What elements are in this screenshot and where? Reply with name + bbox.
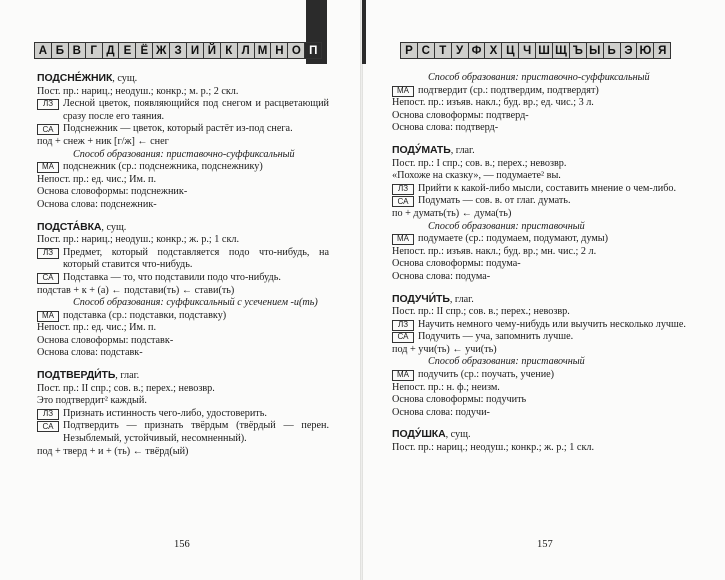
entry-text: по + думать(ть) ← дума(ть) (392, 207, 512, 219)
formation-method: Способ образования: суффиксальный с усечением -и(ть) (73, 297, 318, 309)
section-tag: СА (392, 196, 414, 207)
entry-text: Непост. пр.: н. ф.; неизм. (392, 381, 500, 393)
headword: ПОДСТА́ВКА (37, 220, 102, 233)
section-tag: ЛЗ (37, 409, 59, 420)
entry-text: Основа словоформы: подучить (392, 394, 527, 406)
entry-heading (37, 72, 329, 86)
entry-text: Основа слова: подтверд- (392, 122, 499, 134)
entry-text: подстав + к + (а) ← подстави(ть) ← стави(ть) (37, 284, 235, 296)
entry-text: Пост. пр.: II спр.; сов. в.; перех.; невозвр. (392, 306, 570, 318)
entry-text: под + учи(ть) ← учи(ть) (392, 343, 497, 355)
entry-text: подснежник (ср.: подснежника, подснежнику) (63, 161, 263, 173)
alphabet-letter[interactable]: Ц (501, 42, 519, 59)
entry-heading (37, 221, 329, 235)
alphabet-letter[interactable]: Ю (636, 42, 654, 59)
entry-text: Основа словоформы: подтверд- (392, 109, 529, 121)
entry-text: под + снеж + ник [г/ж] ← снег (37, 135, 169, 147)
entry-heading (392, 144, 692, 158)
section-tag: СА (37, 273, 59, 284)
section-tag: МА (392, 234, 414, 245)
entry-text: Непост. пр.: изъяв. накл.; буд. вр.; ед. чис.; 3 л. (392, 97, 594, 109)
alphabet-letter[interactable]: Б (51, 42, 69, 59)
tagged-line (37, 98, 329, 123)
alphabet-letter[interactable]: Н (270, 42, 288, 59)
tagged-line (392, 233, 692, 246)
entry-text: Основа словоформы: подума- (392, 258, 521, 270)
section-tag: МА (392, 86, 414, 97)
entry-text: Это подтвердит² каждый. (37, 395, 147, 407)
headword: ПОДТВЕРДИ́ТЬ (37, 369, 116, 382)
dictionary-entry (37, 72, 329, 212)
dictionary-entry (392, 428, 692, 454)
section-tag: СА (37, 124, 59, 135)
formation-method: Способ образования: приставочно-суффиксальный (428, 72, 650, 83)
alphabet-letter[interactable]: Ы (586, 42, 604, 59)
section-tag: МА (392, 370, 414, 381)
section-tag: СА (392, 332, 414, 343)
section-tag: МА (37, 311, 59, 322)
tagged-line (37, 123, 329, 136)
tagged-line (392, 85, 692, 98)
alphabet-letter[interactable]: Й (203, 42, 221, 59)
part-of-speech: , сущ. (445, 429, 471, 441)
spine-tab (362, 0, 366, 64)
section-tag: СА (37, 421, 59, 432)
entry-heading (392, 428, 692, 442)
alphabet-letter[interactable]: Г (85, 42, 103, 59)
alphabet-letter[interactable]: Т (434, 42, 452, 59)
tagged-line (37, 408, 329, 421)
alphabet-letter[interactable]: О (287, 42, 305, 59)
alphabet-letter[interactable]: Е (118, 42, 136, 59)
section-tag: ЛЗ (37, 99, 59, 110)
alphabet-letter[interactable]: Р (400, 42, 418, 59)
entry-text: Основа слова: подума- (392, 270, 491, 282)
section-tag: МА (37, 162, 59, 173)
part-of-speech: , глаг. (450, 144, 475, 156)
alphabet-index-right (400, 42, 670, 59)
tagged-line (37, 247, 329, 272)
right-page (362, 0, 725, 580)
left-column (37, 72, 329, 467)
left-page (0, 0, 362, 580)
formation-method: Способ образования: приставочно-суффиксальный (73, 148, 295, 160)
dictionary-entry (37, 369, 329, 458)
entry-text: Основа слова: подснежник- (37, 198, 157, 210)
alphabet-letter[interactable]: Ш (535, 42, 553, 59)
alphabet-letter[interactable]: Ё (135, 42, 153, 59)
alphabet-letter[interactable]: Ч (518, 42, 536, 59)
headword: ПОДУ́МАТЬ (392, 143, 451, 156)
page-number-right: 157 (537, 539, 553, 550)
alphabet-letter[interactable]: Ж (152, 42, 170, 59)
headword: ПОДУ́ШКА (392, 428, 446, 441)
section-tag: ЛЗ (37, 248, 59, 259)
entry-text: подумаете (ср.: подумаем, подумают, думы) (418, 233, 608, 245)
entry-text: Пост. пр.: нариц.; неодуш.; конкр.; м. р.; 2 скл. (37, 85, 239, 97)
entry-text: Пост. пр.: нариц.; неодуш.; конкр.; ж. р.; 1 скл. (37, 234, 240, 246)
alphabet-letter[interactable]: А (34, 42, 52, 59)
entry-text: Основа словоформы: подснежник- (37, 186, 188, 198)
alphabet-letter[interactable]: Ь (603, 42, 621, 59)
entry-text: Основа слова: подставк- (37, 347, 143, 359)
entry-text: Предмет, который подставляется подо что-нибудь, на который ставится что-нибудь. (63, 246, 329, 271)
alphabet-letter[interactable]: Л (237, 42, 255, 59)
alphabet-letter[interactable]: З (169, 42, 187, 59)
tagged-line (37, 310, 329, 323)
tagged-line (37, 161, 329, 174)
tagged-line (392, 183, 692, 196)
formation-method: Способ образования: приставочный (428, 220, 585, 232)
entry-text: Подставка — то, что подставили подо что-нибудь. (63, 271, 281, 283)
entry-text: «Похоже на сказку», — подумаете² вы. (392, 170, 561, 182)
alphabet-letter[interactable]: Ф (468, 42, 486, 59)
alphabet-letter[interactable]: У (451, 42, 469, 59)
right-column (392, 72, 692, 464)
entry-text: Непост. пр.: ед. чис.; Им. п. (37, 322, 157, 334)
entry-text: подучить (ср.: поучать, учение) (418, 369, 555, 381)
entry-heading (37, 369, 329, 383)
alphabet-letter[interactable]: Ъ (569, 42, 587, 59)
section-tag: ЛЗ (392, 184, 414, 195)
part-of-speech: , глаг. (115, 370, 140, 382)
section-tag: ЛЗ (392, 320, 414, 331)
entry-text: Непост. пр.: ед. чис.; Им. п. (37, 173, 157, 185)
alphabet-letter[interactable]: Я (653, 42, 671, 59)
part-of-speech: , глаг. (449, 293, 474, 305)
dictionary-entry (37, 221, 329, 361)
tagged-line (37, 272, 329, 285)
entry-text: подтвердит (ср.: подтвердим, подтвердят) (418, 84, 599, 96)
alphabet-letter[interactable]: М (254, 42, 272, 59)
entry-text: Подумать — сов. в. от глаг. думать. (418, 195, 571, 207)
entry-text: Лесной цветок, появляющийся под снегом и расцветающий сразу после его таяния. (63, 98, 329, 122)
alphabet-letter[interactable]: И (186, 42, 204, 59)
alphabet-index-left (34, 42, 321, 59)
entry-text: Основа слова: подучи- (392, 406, 490, 418)
alphabet-letter[interactable]: Щ (552, 42, 570, 59)
page-number-left: 156 (174, 539, 190, 550)
alphabet-letter[interactable]: В (68, 42, 86, 59)
headword: ПОДСНЕ́ЖНИК (37, 72, 113, 84)
alphabet-letter[interactable]: Х (484, 42, 502, 59)
tagged-line (392, 331, 692, 344)
tagged-line (37, 420, 329, 445)
dictionary-entry (392, 72, 692, 135)
entry-text: Пост. пр.: I спр.; сов. в.; перех.; невозвр. (392, 157, 567, 169)
dictionary-entry (392, 293, 692, 420)
alphabet-letter[interactable]: П (304, 42, 322, 59)
entry-text: Пост. пр.: II спр.; сов. в.; перех.; невозвр. (37, 382, 215, 394)
alphabet-letter[interactable]: К (220, 42, 238, 59)
entry-text: Прийти к какой-либо мысли, составить мнение о чем-либо. (418, 182, 677, 194)
alphabet-letter[interactable]: С (417, 42, 435, 59)
entry-text: Научить немного чему-нибудь или выучить несколько лучше. (418, 318, 686, 330)
entry-text: Непост. пр.: изъяв. накл.; буд. вр.; мн. чис.; 2 л. (392, 245, 597, 257)
entry-text: Признать истинность чего-либо, удостоверить. (63, 407, 267, 419)
entry-text: Подснежник — цветок, который растёт из-под снега. (63, 123, 293, 135)
entry-text: Пост. пр.: нариц.; неодуш.; конкр.; ж. р.; 1 скл. (392, 442, 595, 454)
tagged-line (392, 319, 692, 332)
entry-text: Подучить — уча, запомнить лучше. (418, 331, 574, 343)
tagged-line (392, 369, 692, 382)
dictionary-entry (392, 144, 692, 284)
entry-text: подставка (ср.: подставки, подставку) (63, 309, 227, 321)
entry-heading (392, 293, 692, 307)
formation-method: Способ образования: приставочный (428, 356, 585, 368)
headword: ПОДУЧИ́ТЬ (392, 292, 450, 305)
entry-text: под + тверд + и + (ть) ← твёрд(ый) (37, 445, 189, 457)
part-of-speech: , сущ. (112, 73, 138, 84)
tagged-line (392, 195, 692, 208)
alphabet-letter[interactable]: Д (102, 42, 120, 59)
part-of-speech: , сущ. (101, 221, 127, 233)
entry-text: Основа словоформы: подставк- (37, 334, 174, 346)
entry-text: Подтвердить — признать твёрдым (твёрдый — перен. Незыблемый, устойчивый, несомненный). (63, 420, 329, 445)
alphabet-letter[interactable]: Э (620, 42, 638, 59)
